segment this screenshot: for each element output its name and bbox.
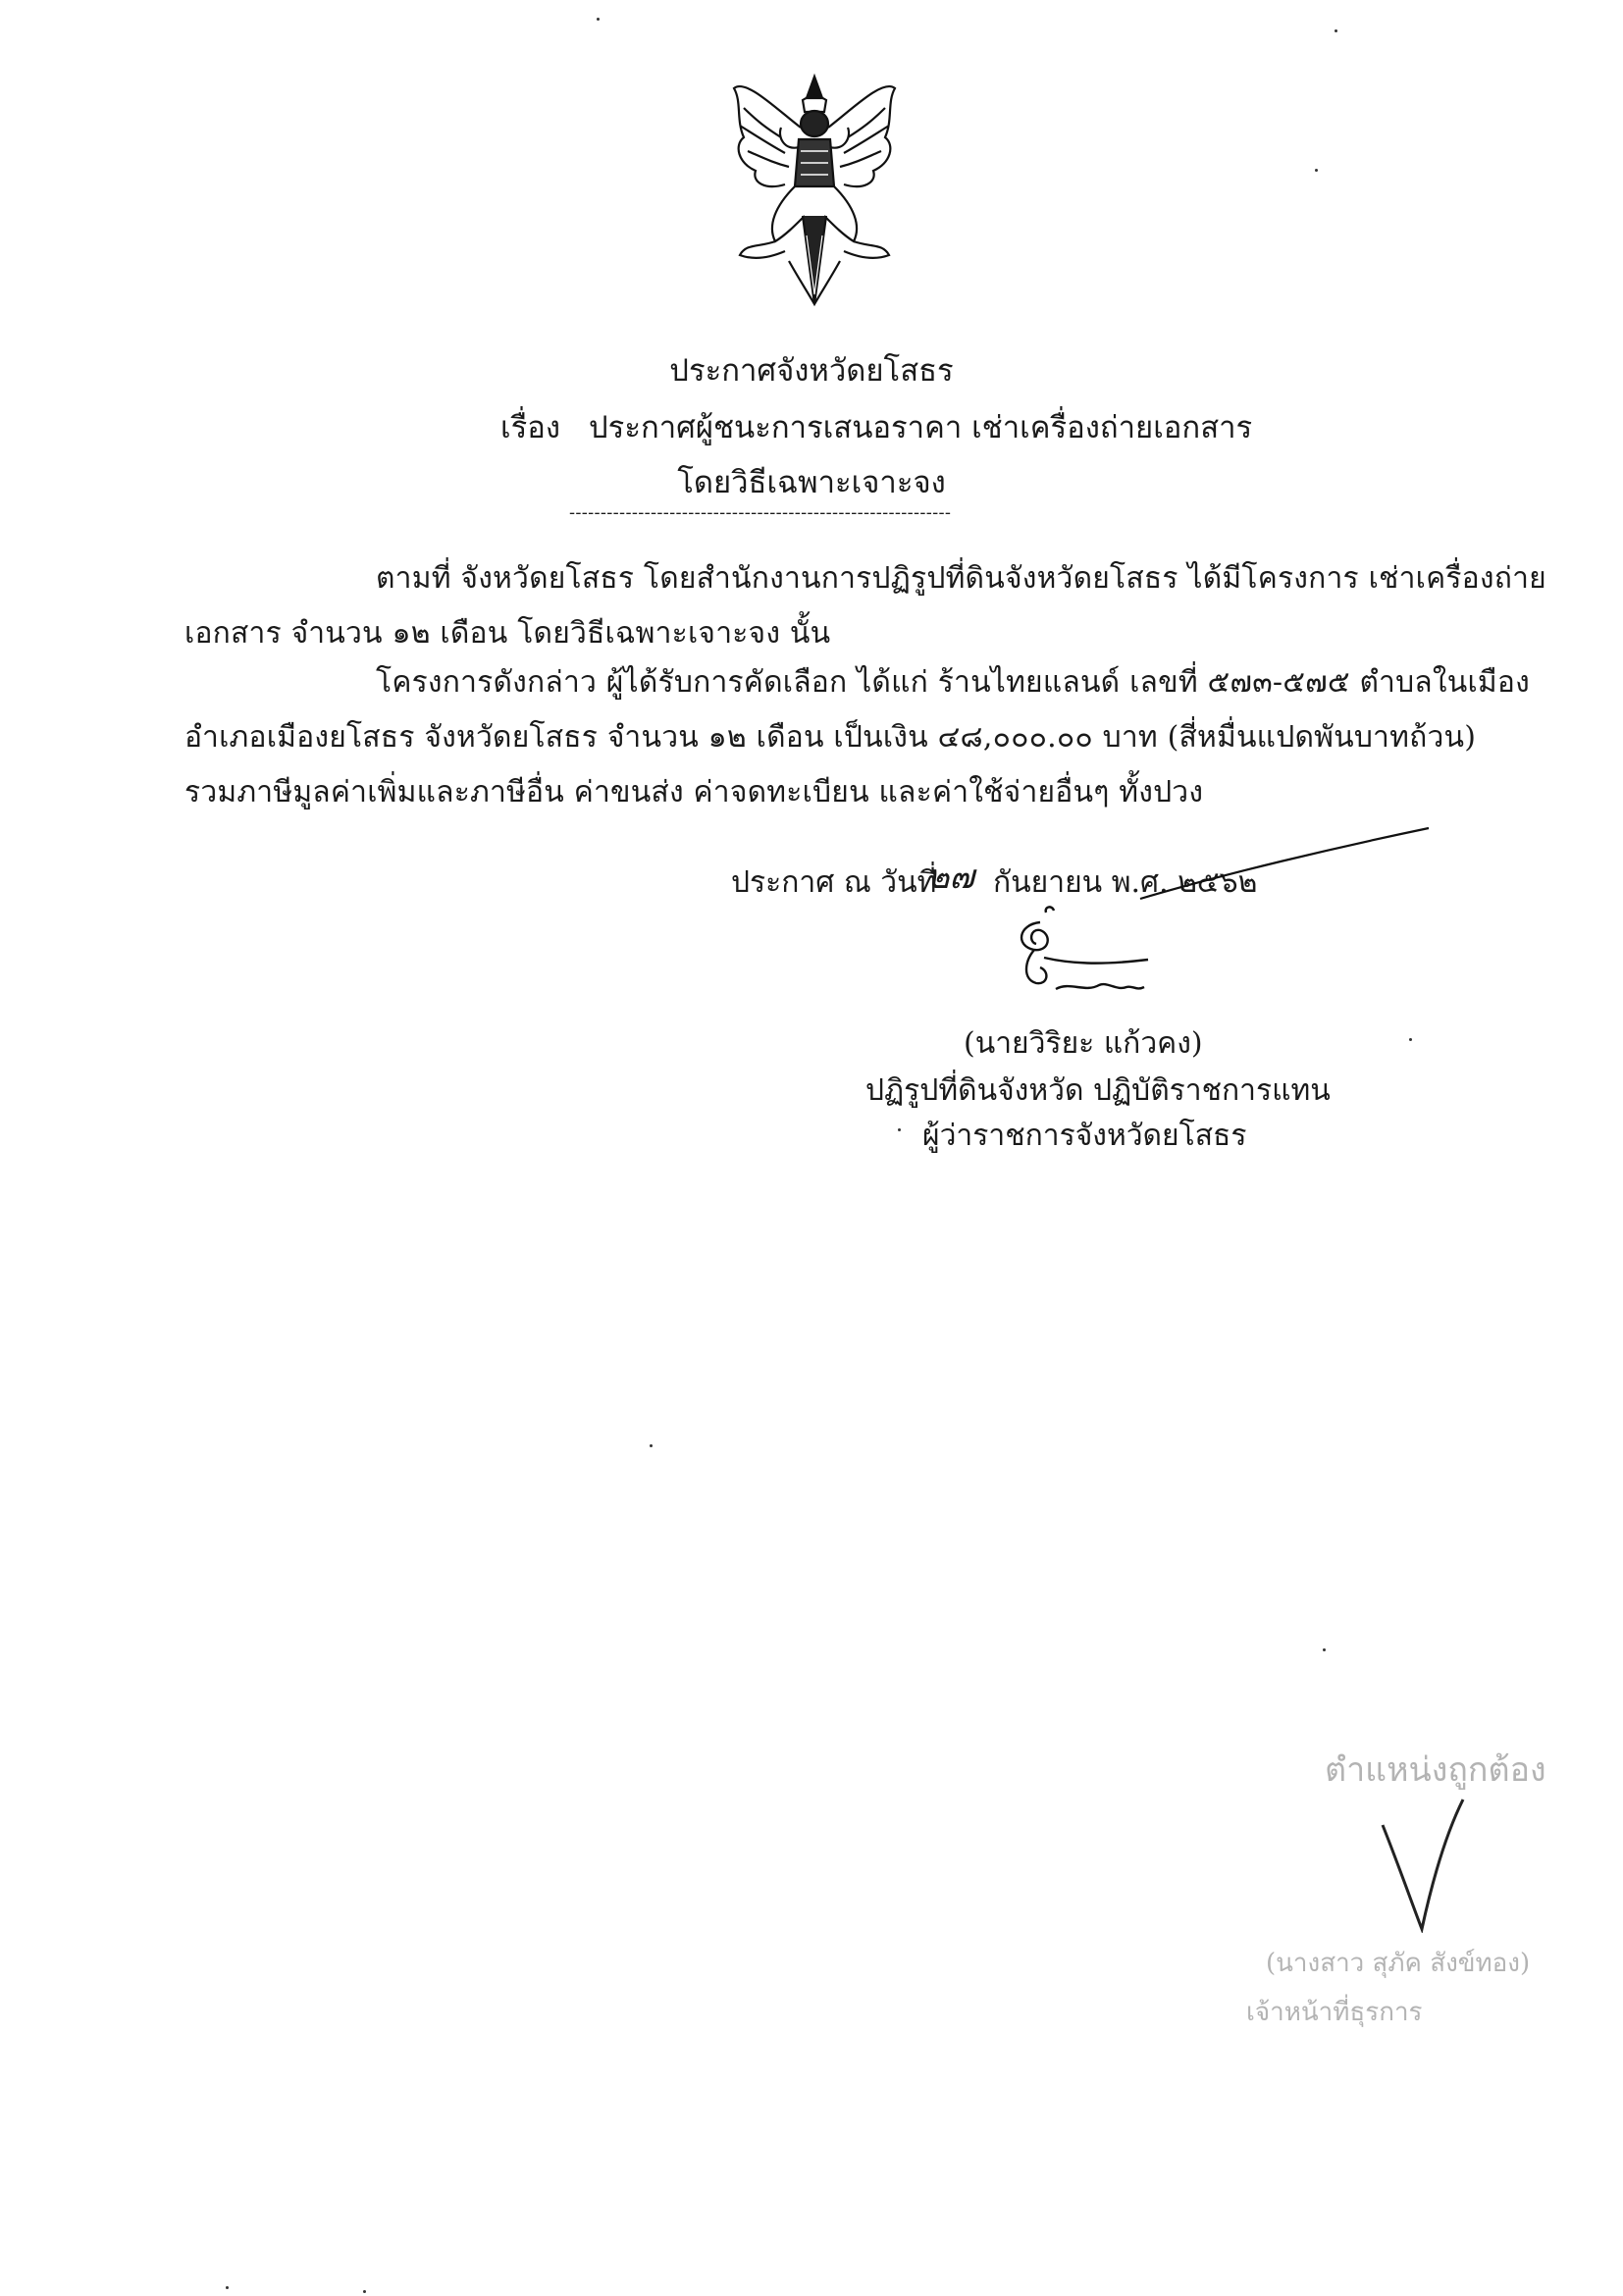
paragraph-2-line-1: โครงการดังกล่าว ผู้ได้รับการคัดเลือก ได้แก่ ร้านไทยแลนด์ เลขที่ ๕๗๓-๕๗๕ ตำบลในเมือง (376, 665, 1530, 700)
scan-speck (363, 2290, 366, 2293)
paragraph-2-line-2: อำเภอเมืองยโสธร จังหวัดยโสธร จำนวน ๑๒ เดือน เป็นเงิน ๔๘,๐๐๐.๐๐ บาท (สี่หมื่นแปดพันบาทถ้วน) (184, 720, 1477, 755)
garuda-emblem (716, 69, 913, 324)
paragraph-1-line-1: ตามที่ จังหวัดยโสธร โดยสำนักงานการปฏิรูปที่ดินจังหวัดยโสธร ได้มีโครงการ เช่าเครื่องถ่าย (376, 561, 1546, 596)
scan-speck (1323, 1648, 1326, 1651)
scan-speck (1315, 169, 1318, 172)
scan-speck (898, 1128, 901, 1131)
scan-speck (597, 18, 600, 21)
stamp-text-line-3: เจ้าหน้าที่ธุรการ (1246, 1998, 1423, 2027)
signer-position-line-2: ผู้ว่าราชการจังหวัดยโสธร (922, 1119, 1247, 1153)
scan-speck (650, 1444, 653, 1447)
date-day: ๒๗ (927, 858, 974, 897)
procurement-method: โดยวิธีเฉพาะเจาะจง (677, 465, 946, 500)
subject-text: ประกาศผู้ชนะการเสนอราคา เช่าเครื่องถ่ายเอกสาร (589, 410, 1253, 445)
scan-speck (1409, 1038, 1412, 1041)
announcement-title: ประกาศจังหวัดยโสธร (669, 353, 954, 389)
paragraph-2-line-3: รวมภาษีมูลค่าเพิ่มและภาษีอื่น ค่าขนส่ง ค่าจดทะเบียน และค่าใช้จ่ายอื่นๆ ทั้งปวง (184, 775, 1204, 809)
scan-speck (1335, 29, 1337, 32)
date-prefix: ประกาศ ณ วันที่ (731, 865, 937, 900)
stamp-text-line-1: ตำแหน่งถูกต้อง (1325, 1750, 1546, 1790)
signer-position-line-1: ปฏิรูปที่ดินจังหวัด ปฏิบัติราชการแทน (865, 1073, 1331, 1108)
signature-stroke-icon (1138, 824, 1433, 903)
garuda-emblem-icon (716, 69, 913, 324)
handwritten-signature-icon (1001, 903, 1158, 1011)
subject-label: เรื่อง (500, 410, 561, 445)
paragraph-1-line-2: เอกสาร จำนวน ๑๒ เดือน โดยวิธีเฉพาะเจาะจง นั้น (184, 616, 831, 651)
date-month-year: กันยายน พ.ศ. ๒๕๖๒ (993, 865, 1258, 900)
stamp-text-line-2: (นางสาว สุภัค สังข์ทอง) (1266, 1949, 1531, 1978)
checkmark-icon (1379, 1796, 1467, 1933)
separator-line: ------------------------------------------------------------- (569, 502, 952, 523)
scan-speck (226, 2286, 229, 2289)
signer-name: (นายวิริยะ แก้วคง) (964, 1026, 1203, 1061)
